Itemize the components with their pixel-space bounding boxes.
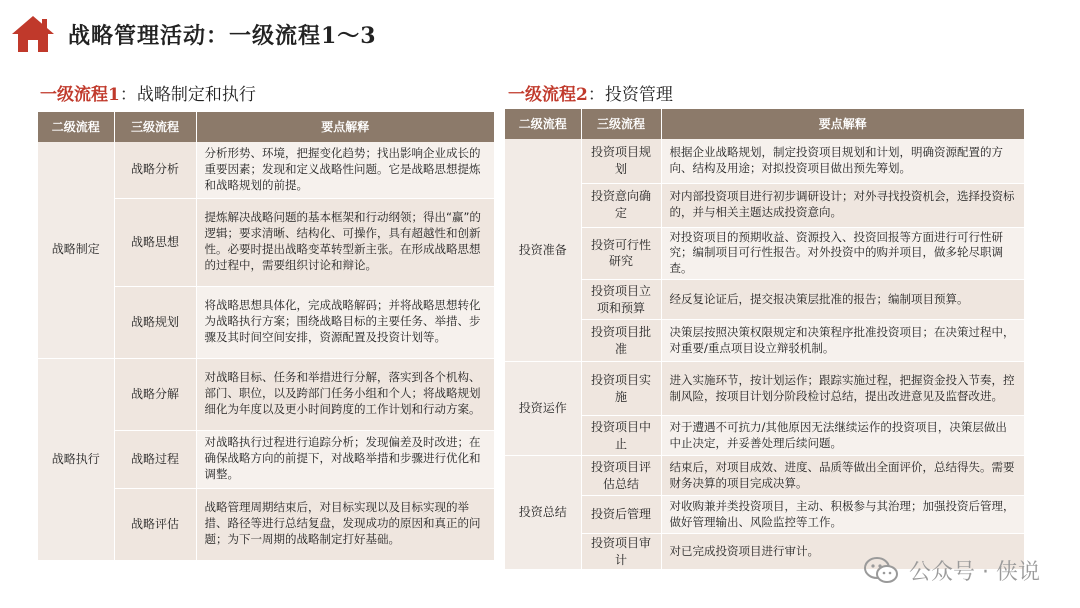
desc-cell: 战略管理周期结束后，对目标实现以及目标实现的举措、路径等进行总结复盘，发现成功的原因和真正的问题；为下一周期的战略制定打好基础。 (196, 488, 494, 560)
level3-cell: 投资项目中止 (581, 416, 661, 456)
desc-cell: 对投资项目的预期收益、资源投入、投资回报等方面进行可行性研究；编制项目可行性报告。对外投资中的购并项目，做多轮尽职调查。 (661, 227, 1024, 280)
desc-cell: 根据企业战略规划，制定投资项目规划和计划，明确资源配置的方向、结构及用途；对拟投资项目做出预先筹划。 (661, 139, 1024, 183)
col-header-level3: 三级流程 (581, 109, 661, 139)
level3-cell: 战略过程 (114, 430, 196, 488)
col-header-desc: 要点解释 (196, 112, 494, 142)
section2-prefix: 一级流程2 (508, 85, 588, 105)
section2-colon: ： (587, 85, 605, 105)
level3-cell: 战略评估 (114, 488, 196, 560)
table-row (505, 320, 1024, 362)
table-row (38, 358, 494, 430)
section1-heading (40, 80, 256, 105)
level3-cell: 战略分析 (114, 142, 196, 198)
level2-cell: 投资总结 (505, 456, 581, 570)
title-bar (10, 12, 377, 56)
home-icon (10, 14, 56, 54)
desc-cell: 对战略执行过程进行追踪分析；发现偏差及时改进；在确保战略方向的前提下，对战略举措和步骤进行优化和调整。 (196, 430, 494, 488)
table-row (505, 496, 1024, 534)
page-title: 战略管理活动：一级流程1～3 (68, 22, 377, 49)
section1-colon: ： (119, 85, 137, 105)
level3-cell: 投资意向确定 (581, 183, 661, 227)
level2-cell: 战略执行 (38, 358, 114, 560)
level3-cell: 投资项目规划 (581, 139, 661, 183)
table-header-row (505, 109, 1024, 139)
desc-cell: 结束后，对项目成效、进度、品质等做出全面评价，总结得失。需要财务决算的项目完成决算。 (661, 456, 1024, 496)
table-row (505, 227, 1024, 280)
desc-cell: 对于遭遇不可抗力/其他原因无法继续运作的投资项目，决策层做出中止决定，并妥善处理后续问题。 (661, 416, 1024, 456)
table-row (505, 183, 1024, 227)
level3-cell: 投资项目立项和预算 (581, 280, 661, 320)
investment-process-table (505, 109, 1025, 570)
desc-cell: 对内部投资项目进行初步调研设计；对外寻找投资机会，选择投资标的，并与相关主题达成投资意向。 (661, 183, 1024, 227)
table-header-row (38, 112, 494, 142)
desc-cell: 分析形势、环境，把握变化趋势；找出影响企业成长的重要因素；发现和定义战略性问题。它是战略思想提炼和战略规划的前提。 (196, 142, 494, 198)
desc-cell: 决策层按照决策权限规定和决策程序批准投资项目；在决策过程中，对重要/重点项目设立辩驳机制。 (661, 320, 1024, 362)
level2-cell: 投资准备 (505, 139, 581, 362)
section1-prefix: 一级流程1 (40, 85, 120, 105)
level3-cell: 投资可行性研究 (581, 227, 661, 280)
watermark-text: 公众号 · 侠说 (909, 560, 1040, 585)
desc-cell: 对战略目标、任务和举措进行分解，落实到各个机构、部门、职位，以及跨部门任务小组和个人；将战略规划细化为年度以及更小时间跨度的工作计划和行动方案。 (196, 358, 494, 430)
section2-heading (508, 80, 673, 105)
level2-cell: 战略制定 (38, 142, 114, 358)
col-header-level3: 三级流程 (114, 112, 196, 142)
wechat-icon (863, 556, 899, 586)
desc-cell: 将战略思想具体化，完成战略解码；并将战略思想转化为战略执行方案；围绕战略目标的主要任务、举措、步骤及其时间空间安排，资源配置及投资计划等。 (196, 286, 494, 358)
level3-cell: 战略规划 (114, 286, 196, 358)
section1-name: 战略制定和执行 (136, 85, 256, 105)
level2-cell: 投资运作 (505, 362, 581, 456)
strategy-process-table (38, 112, 495, 561)
desc-cell: 对收购兼并类投资项目，主动、积极参与其治理；加强投资后管理，做好管理输出、风险监控等工作。 (661, 496, 1024, 534)
level3-cell: 投资项目实施 (581, 362, 661, 416)
desc-cell: 提炼解决战略问题的基本框架和行动纲领；得出“赢”的逻辑；要求清晰、结构化、可操作，具有超越性和创新性。必要时提出战略变革转型新主张。在形成战略思想的过程中，需要组织讨论和辩论。 (196, 198, 494, 286)
col-header-desc: 要点解释 (661, 109, 1024, 139)
desc-cell: 对已完成投资项目进行审计。 (661, 534, 1024, 570)
table-row (38, 142, 494, 198)
section2-name: 投资管理 (604, 85, 673, 105)
level3-cell: 投资后管理 (581, 496, 661, 534)
col-header-level2: 二级流程 (38, 112, 114, 142)
level3-cell: 投资项目批准 (581, 320, 661, 362)
watermark (863, 555, 1040, 586)
level3-cell: 战略思想 (114, 198, 196, 286)
table-row (505, 456, 1024, 496)
col-header-level2: 二级流程 (505, 109, 581, 139)
level3-cell: 投资项目评估总结 (581, 456, 661, 496)
table-row (505, 416, 1024, 456)
table-row (505, 362, 1024, 416)
table-row (505, 139, 1024, 183)
level3-cell: 战略分解 (114, 358, 196, 430)
desc-cell: 经反复论证后，提交报决策层批准的报告；编制项目预算。 (661, 280, 1024, 320)
table-row (505, 280, 1024, 320)
desc-cell: 进入实施环节，按计划运作；跟踪实施过程，把握资金投入节奏，控制风险，按项目计划分阶段检讨总结，提出改进意见及监督改进。 (661, 362, 1024, 416)
level3-cell: 投资项目审计 (581, 534, 661, 570)
